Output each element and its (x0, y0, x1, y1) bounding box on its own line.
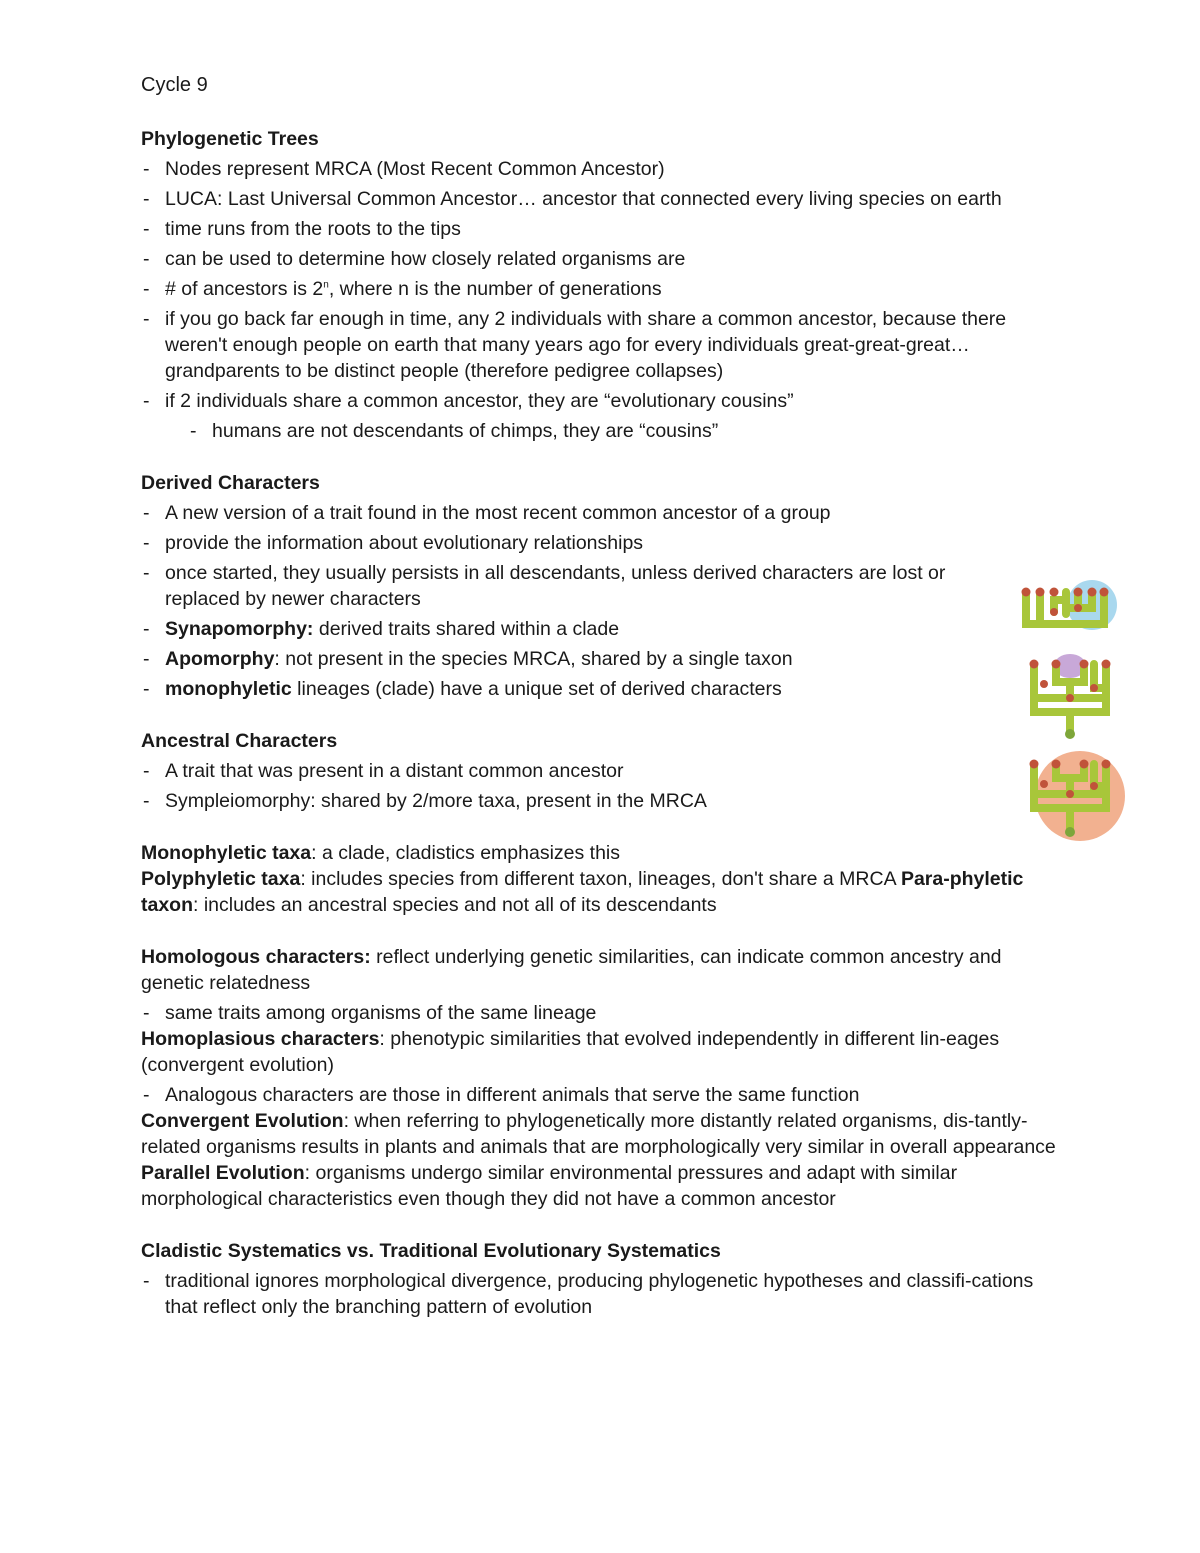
definition: lineages (clade) have a unique set of derived characters (291, 678, 782, 700)
list-item: - same traits among organisms of the same lineage (141, 1000, 1061, 1026)
list-item: - A trait that was present in a distant common ancestor (141, 758, 1061, 784)
list-item: - once started, they usually persists in all descendants, unless derived characters are lost or replaced by newer characters (141, 560, 975, 612)
page-title: Cycle 9 (141, 74, 208, 96)
list-item: - provide the information about evolutionary relationships (141, 530, 975, 556)
list-item: - time runs from the roots to the tips (141, 216, 1061, 242)
term: monophyletic (165, 678, 292, 700)
polyphyletic-tree-icon (1010, 742, 1140, 842)
list-item: - if 2 individuals share a common ancestor, they are “evolutionary cousins” (141, 388, 1061, 414)
definition: : includes species from different taxon, lineages, don't share a MRCA (300, 868, 901, 890)
list-item: - if you go back far enough in time, any 2 individuals with share a common ancestor, because there weren't enough people on earth that many years ago for every individuals great-great-great… grandparents to be distinct people (therefore pedigree collapses) (141, 306, 1061, 384)
definition: : when referring to phylogenetically more distantly related organisms, dis-tantly-related organisms results in plants and animals that are morphologically very similar in overall appearance (141, 1110, 1056, 1158)
section-heading: Phylogenetic Trees (141, 128, 319, 150)
definition-paragraph (141, 1108, 1061, 1160)
definition-paragraph (141, 944, 1061, 996)
paraphyletic-tree-icon (1010, 652, 1140, 742)
term: Synapomorphy: (165, 618, 314, 640)
section-heading: Ancestral Characters (141, 730, 338, 752)
list-item-text: , where n is the number of generations (328, 278, 662, 300)
section-characters (141, 944, 1061, 1212)
section-phylogenetic-trees (141, 126, 1061, 444)
definition: : phenotypic similarities that evolved independently in different lin-eages (convergent evolution) (141, 1028, 1000, 1076)
list-item: - A new version of a trait found in the most recent common ancestor of a group (141, 500, 1061, 526)
list-item: - Analogous characters are those in different animals that serve the same function (141, 1082, 1061, 1108)
definition-paragraph (141, 1160, 1061, 1212)
sub-list-item: - humans are not descendants of chimps, they are “cousins” (188, 418, 1061, 444)
section-heading: Derived Characters (141, 472, 320, 494)
list-item (141, 676, 1061, 702)
list-item (141, 616, 1061, 642)
list-item: - LUCA: Last Universal Common Ancestor… ancestor that connected every living species on earth (141, 186, 1061, 212)
section-derived-characters (141, 470, 1061, 702)
superscript: n (323, 279, 329, 291)
term: Apomorphy (165, 648, 275, 670)
definition: : organisms undergo similar environmental pressures and adapt with similar morphological characteristics even though they did not have a common ancestor (141, 1162, 958, 1210)
list-item-text: # of ancestors is 2 (165, 278, 324, 300)
list-item: - traditional ignores morphological divergence, producing phylogenetic hypotheses and classifi-cations that reflect only the branching pattern of evolution (141, 1268, 1061, 1320)
term: Homologous characters: (141, 946, 371, 968)
list-item: - Nodes represent MRCA (Most Recent Common Ancestor) (141, 156, 1061, 182)
definition: derived traits shared within a clade (313, 618, 620, 640)
definition: reflect underlying genetic similarities, can indicate common ancestry and genetic relatedness (141, 946, 1002, 994)
definition: : includes an ancestral species and not all of its descendants (193, 894, 717, 916)
section-taxa (141, 840, 1061, 918)
term: Parallel Evolution (141, 1162, 305, 1184)
definition: : a clade, cladistics emphasizes this (311, 842, 621, 864)
phylogeny-figures (1010, 572, 1140, 862)
list-item (141, 276, 1061, 302)
list-item (141, 646, 1061, 672)
term: Homoplasious characters (141, 1028, 380, 1050)
section-ancestral-characters (141, 728, 1061, 814)
definition: : not present in the species MRCA, shared by a single taxon (274, 648, 793, 670)
section-cladistic-systematics (141, 1238, 1061, 1320)
term: Polyphyletic taxa (141, 868, 301, 890)
document-page (141, 72, 1061, 1346)
list-item: - Sympleiomorphy: shared by 2/more taxa, present in the MRCA (141, 788, 1061, 814)
section-heading: Cladistic Systematics vs. Traditional Evolutionary Systematics (141, 1240, 721, 1262)
term: Monophyletic taxa (141, 842, 312, 864)
monophyletic-tree-icon (1010, 572, 1140, 652)
definition-paragraph (141, 1026, 1061, 1078)
definition-paragraph (141, 866, 1061, 918)
term: Convergent Evolution (141, 1110, 344, 1132)
term: Para-phyletic taxon (141, 868, 1024, 916)
definition-paragraph (141, 840, 1061, 866)
list-item: - can be used to determine how closely related organisms are (141, 246, 1061, 272)
